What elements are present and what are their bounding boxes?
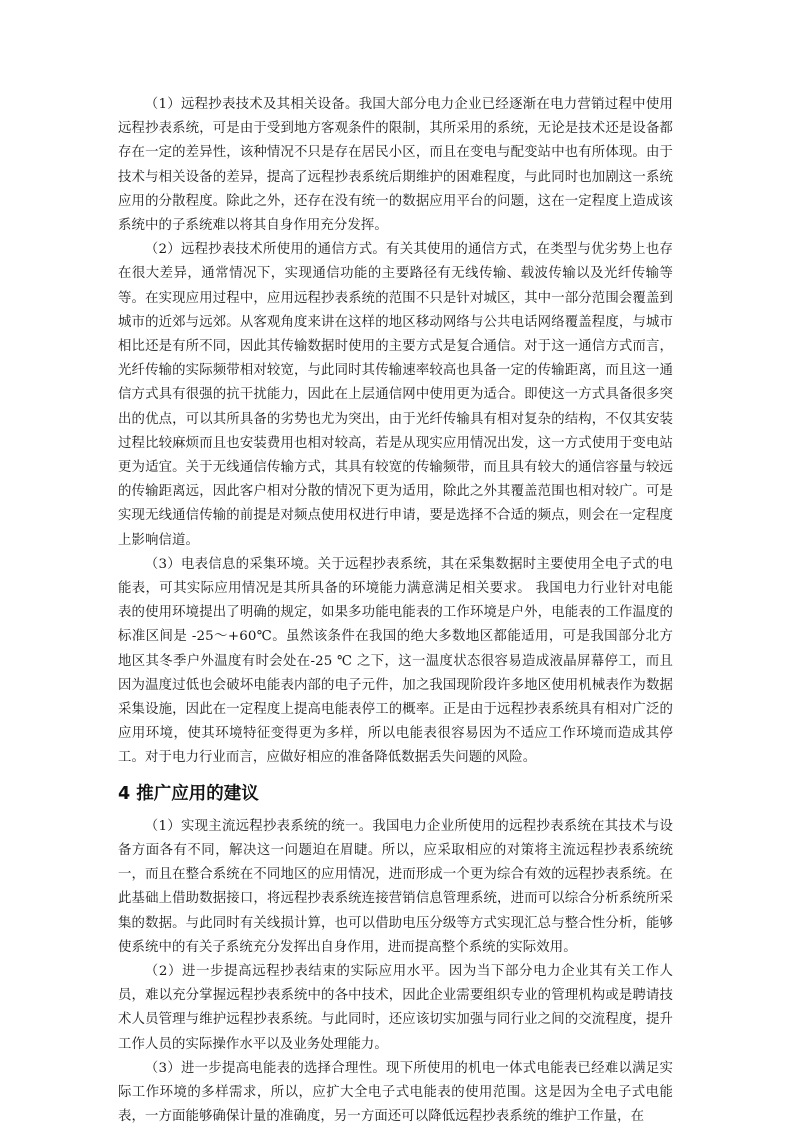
paragraph-collection-environment: （3）电表信息的采集环境。关于远程抄表系统，其在采集数据时主要使用全电子式的电能表，可其实际应用情况是其所具备的环境能力满意满足相关要求。 我国电力行业针对电能表的使用环境提出了明确的规定，如果多功能电能表的工作环境是户外，电能表的工作温度的标准区间是 -25～+60℃。虽然该条件在我国的绝大多数地区都能适用，可是我国部分北方地区其冬季户外温度有时会处在-25 ℃ 之下，这一温度状态很容易造成液晶屏幕停工，而且因为温度过低也会破坏电能表内部的电子元件，加之我国现阶段许多地区使用机械表作为数据采集设施，因此在一定程度上提高电能表停工的概率。正是由于远程抄表系统具有相对广泛的应用环境，使其环境特征变得更为多样，所以电能表很容易因为不适应工作环境而造成其停工。对于电力行业而言，应做好相应的准备降低数据丢失问题的风险。 (118, 556, 673, 766)
paragraph-improve-application-level: （2）进一步提高远程抄表结束的实际应用水平。因为当下部分电力企业其有关工作人员，难以充分掌握远程抄表系统中的各中技术，因此企业需要组织专业的管理机构或是聘请技术人员管理与维护远程抄表系统。与此同时，还应该切实加强与同行业之间的交流程度，提升工作人员的实际操作水平以及业务处理能力。 (118, 963, 673, 1052)
paragraph-meter-selection: （3）进一步提高电能表的选择合理性。现下所使用的机电一体式电能表已经难以满足实际工作环境的多样需求，所以，应扩大全电子式电能表的使用范围。这是因为全电子式电能表，一方面能够确保计量的准确度，另一方面还可以降低远程抄表系统的维护工作量，在 (118, 1060, 673, 1125)
section-heading-recommendations: 4 推广应用的建议 (118, 783, 259, 804)
paragraph-remote-meter-equipment: （1）远程抄表技术及其相关设备。我国大部分电力企业已经逐渐在电力营销过程中使用远程抄表系统，可是由于受到地方客观条件的限制，其所采用的系统，无论是技术还是设备都存在一定的差异性，该种情况不只是存在居民小区，而且在变电与配变站中也有所体现。由于技术与相关设备的差异，提高了远程抄表系统后期维护的困难程度，与此同时也加剧这一系统应用的分散程度。除此之外，还存在没有统一的数据应用平台的问题，这在一定程度上造成该系统中的子系统难以将其自身作用充分发挥。 (118, 97, 673, 234)
paragraph-unify-systems: （1）实现主流远程抄表系统的统一。我国电力企业所使用的远程抄表系统在其技术与设备方面各有不同，解决这一问题迫在眉睫。所以，应采取相应的对策将主流远程抄表系统统一，而且在整合系统在不同地区的应用情况，进而形成一个更为综合有效的远程抄表系统。在此基础上借助数据接口，将远程抄表系统连接营销信息管理系统，进而可以综合分析系统所采集的数据。与此同时有关线损计算，也可以借助电压分级等方式实现汇总与整合性分析，能够使系统中的有关子系统充分发挥出自身作用，进而提高整个系统的实际效用。 (118, 818, 673, 955)
document-page (118, 93, 673, 1129)
paragraph-communication-methods: （2）远程抄表技术所使用的通信方式。有关其使用的通信方式，在类型与优劣势上也存在很大差异，通常情况下，实现通信功能的主要路径有无线传输、载波传输以及光纤传输等等。在实现应用过程中，应用远程抄表系统的范围不只是针对城区，其中一部分范围会覆盖到城市的近郊与远郊。从客观角度来讲在这样的地区移动网络与公共电话网络覆盖程度，与城市相比还是有所不同，因此其传输数据时使用的主要方式是复合通信。对于这一通信方式而言，光纤传输的实际频带相对较宽，与此同时其传输速率较高也具备一定的传输距离，而且这一通信方式具有很强的抗干扰能力，因此在上层通信网中使用更为适合。即使这一方式具备很多突出的优点，可以其所具备的劣势也尤为突出，由于光纤传输具有相对复杂的结构，不仅其安装过程比较麻烦而且也安装费用也相对较高，若是从现实应用情况出发，这一方式使用于变电站更为适宜。关于无线通信传输方式，其具有较宽的传输频带，而且具有较大的通信容量与较远的传输距离远，因此客户相对分散的情况下更为适用，除此之外其覆盖范围也相对较广。可是实现无线通信传输的前提是对频点使用权进行申请，要是选择不合适的频点，则会在一定程度上影响信道。 (118, 242, 673, 548)
